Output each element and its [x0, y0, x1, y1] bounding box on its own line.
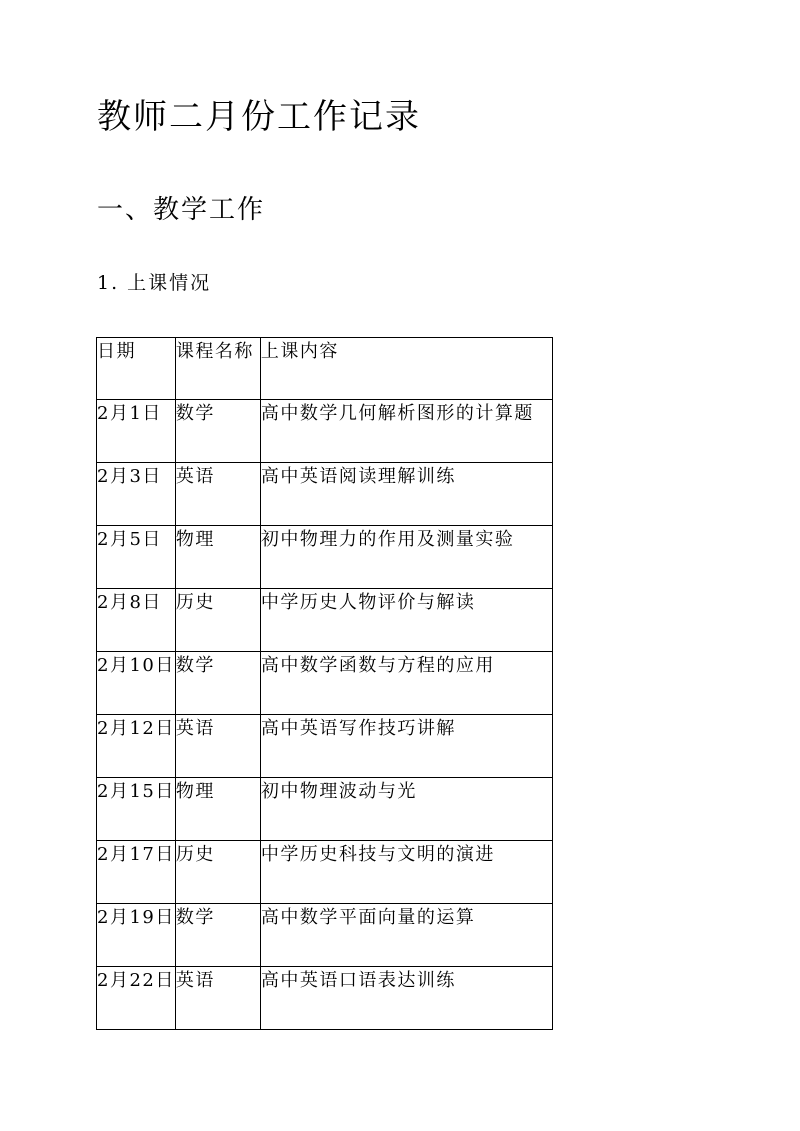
table-row: [97, 526, 553, 589]
cell-course: 物理: [175, 526, 260, 589]
cell-date: 2月12日: [97, 715, 176, 778]
table-row: [97, 652, 553, 715]
section-heading: 一、教学工作: [97, 195, 266, 225]
table-row: [97, 715, 553, 778]
table-row: [97, 778, 553, 841]
cell-course: 历史: [175, 841, 260, 904]
cell-content: 高中英语写作技巧讲解: [260, 715, 552, 778]
document-title: 教师二月份工作记录: [97, 97, 421, 137]
header-content: 上课内容: [260, 338, 552, 400]
cell-course: 物理: [175, 778, 260, 841]
cell-content: 高中数学几何解析图形的计算题: [260, 400, 552, 463]
cell-course: 历史: [175, 589, 260, 652]
cell-date: 2月22日: [97, 967, 176, 1030]
cell-course: 数学: [175, 400, 260, 463]
table-row: [97, 400, 553, 463]
cell-content: 中学历史科技与文明的演进: [260, 841, 552, 904]
header-course: 课程名称: [175, 338, 260, 400]
cell-date: 2月1日: [97, 400, 176, 463]
cell-date: 2月17日: [97, 841, 176, 904]
cell-course: 英语: [175, 463, 260, 526]
cell-content: 初中物理波动与光: [260, 778, 552, 841]
cell-date: 2月3日: [97, 463, 176, 526]
cell-course: 数学: [175, 652, 260, 715]
cell-date: 2月5日: [97, 526, 176, 589]
cell-content: 初中物理力的作用及测量实验: [260, 526, 552, 589]
table-row: [97, 589, 553, 652]
cell-course: 英语: [175, 715, 260, 778]
table-row: [97, 463, 553, 526]
cell-date: 2月10日: [97, 652, 176, 715]
cell-content: 高中数学函数与方程的应用: [260, 652, 552, 715]
class-records-table: [96, 337, 553, 1030]
table-row: [97, 841, 553, 904]
cell-content: 中学历史人物评价与解读: [260, 589, 552, 652]
table-row: [97, 904, 553, 967]
table-header-row: [97, 338, 553, 400]
cell-content: 高中数学平面向量的运算: [260, 904, 552, 967]
cell-date: 2月8日: [97, 589, 176, 652]
cell-date: 2月15日: [97, 778, 176, 841]
cell-course: 英语: [175, 967, 260, 1030]
cell-course: 数学: [175, 904, 260, 967]
cell-content: 高中英语阅读理解训练: [260, 463, 552, 526]
cell-date: 2月19日: [97, 904, 176, 967]
cell-content: 高中英语口语表达训练: [260, 967, 552, 1030]
header-date: 日期: [97, 338, 176, 400]
subsection-heading: 1. 上课情况: [97, 272, 212, 294]
table-row: [97, 967, 553, 1030]
